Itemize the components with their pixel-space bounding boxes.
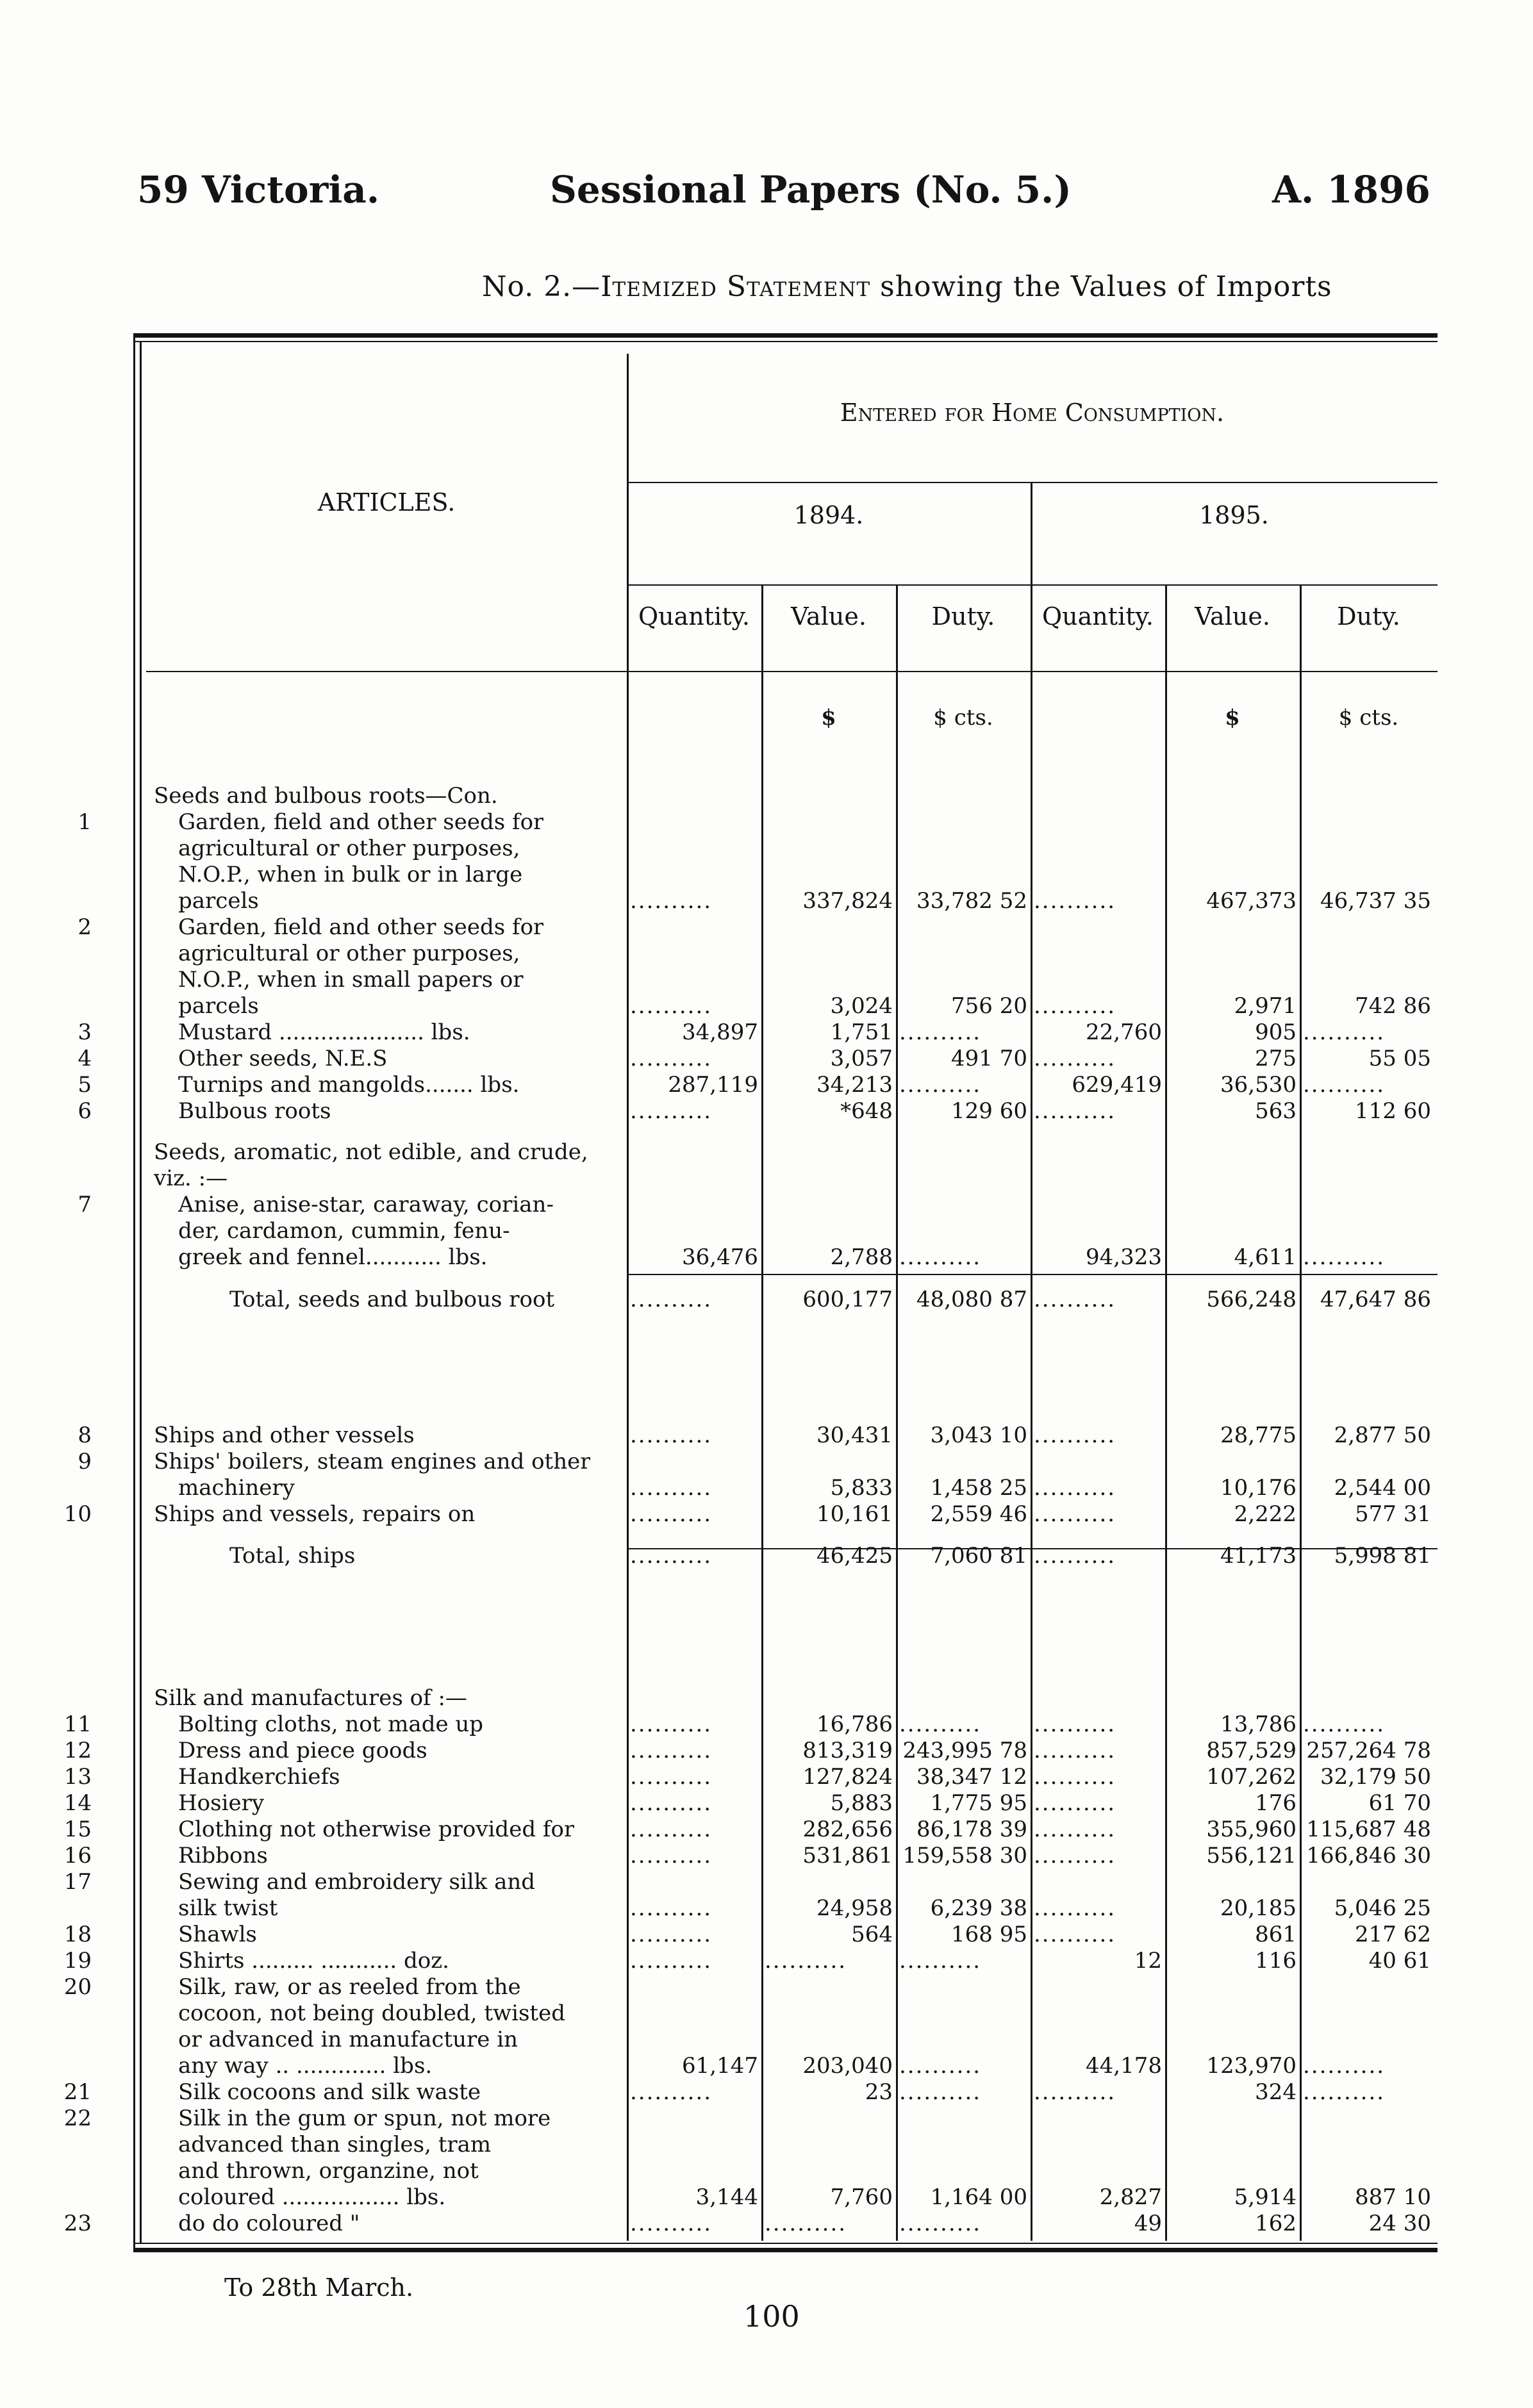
row-number: 21 [63, 2079, 92, 2105]
cell-v95: 36,530 [1220, 1072, 1297, 1098]
cell-q94: 3,144 [695, 2184, 758, 2210]
cell-v95: 123,970 [1206, 2053, 1297, 2079]
cell-d94: 86,178 39 [916, 1817, 1027, 1842]
cell-d95: 217 62 [1355, 1922, 1431, 1947]
cell-v95: 116 [1255, 1948, 1297, 1974]
cell-v94: 1,751 [830, 1019, 893, 1045]
leader-dots: .......... [630, 1843, 713, 1868]
total-seeds-rule [627, 1274, 1438, 1275]
leader-dots: .......... [1303, 1711, 1386, 1737]
cell-d95: 5,046 25 [1334, 1895, 1431, 1921]
row-number: 20 [63, 1974, 92, 2000]
article-text: Clothing not otherwise provided for [178, 1817, 575, 1842]
cell-d95: 2,544 00 [1334, 1475, 1431, 1501]
unit-value-1895: $ [1225, 705, 1240, 730]
leader-dots: .......... [1303, 2079, 1386, 2105]
leader-dots: .......... [1034, 1790, 1116, 1816]
cell-d95: 742 86 [1355, 993, 1431, 1019]
title-rest: showing the Values of Imports [870, 270, 1332, 303]
cell-d95: 40 61 [1368, 1948, 1431, 1974]
cell-d95: 47,647 86 [1320, 1287, 1431, 1312]
cell-d94: 159,558 30 [902, 1843, 1027, 1868]
article-text: Total, seeds and bulbous root [229, 1287, 555, 1312]
article-text: Garden, field and other seeds for [178, 914, 544, 940]
row-number: 6 [78, 1098, 92, 1124]
cell-v95: 5,914 [1234, 2184, 1297, 2210]
cell-v94: 600,177 [802, 1287, 893, 1312]
leader-dots: .......... [1034, 1543, 1116, 1569]
leader-dots: .......... [630, 1948, 713, 1974]
leader-dots: .......... [630, 1287, 713, 1312]
row-number: 9 [78, 1449, 92, 1474]
leader-dots: .......... [765, 2211, 847, 2236]
leader-dots: .......... [1034, 1764, 1116, 1790]
article-text: Ships and vessels, repairs on [154, 1501, 476, 1527]
cell-v94: 10,161 [816, 1501, 893, 1527]
cell-v95: 563 [1255, 1098, 1297, 1124]
leader-dots: .......... [1034, 1817, 1116, 1842]
cell-v94: 23 [865, 2079, 893, 2105]
cell-d95: 115,687 48 [1306, 1817, 1431, 1842]
title-caps: Itemized Statement [601, 270, 871, 303]
cell-d94: 7,060 81 [930, 1543, 1027, 1569]
cell-d95: 887 10 [1355, 2184, 1431, 2210]
leader-dots: .......... [1034, 1423, 1116, 1448]
cell-v95: 28,775 [1220, 1423, 1297, 1448]
cell-v94: *648 [840, 1098, 893, 1124]
leader-dots: .......... [1034, 1287, 1116, 1312]
header-duty-1895: Duty. [1337, 602, 1400, 631]
leader-dots: .......... [630, 1046, 713, 1071]
row-number: 14 [63, 1790, 92, 1816]
leader-dots: .......... [630, 1764, 713, 1790]
left-border-inner [140, 341, 142, 2244]
row-number: 5 [78, 1072, 92, 1098]
leader-dots: .......... [1034, 1895, 1116, 1921]
cell-v94: 5,883 [830, 1790, 893, 1816]
article-text: Other seeds, N.E.S [178, 1046, 388, 1071]
cell-v94: 34,213 [816, 1072, 893, 1098]
cell-d95: 257,264 78 [1306, 1738, 1431, 1763]
article-text: Total, ships [229, 1543, 356, 1569]
article-text: any way .. ............. lbs. [178, 2053, 433, 2079]
leader-dots: .......... [899, 2053, 982, 2079]
leader-dots: .......... [1034, 1922, 1116, 1947]
header-value-1895: Value. [1195, 602, 1270, 631]
cell-d94: 33,782 52 [916, 888, 1027, 914]
cell-d94: 491 70 [951, 1046, 1027, 1071]
header-year-1894: 1894. [793, 501, 864, 529]
cell-d94: 2,559 46 [930, 1501, 1027, 1527]
cell-d94: 1,458 25 [930, 1475, 1027, 1501]
cell-v95: 556,121 [1206, 1843, 1297, 1868]
cell-v95: 41,173 [1220, 1543, 1297, 1569]
article-text: Silk and manufactures of :— [154, 1685, 467, 1711]
cell-d94: 3,043 10 [930, 1423, 1027, 1448]
header-value-1894: Value. [791, 602, 866, 631]
row-number: 1 [78, 809, 92, 835]
leader-dots: .......... [899, 1711, 982, 1737]
cell-q95: 2,827 [1099, 2184, 1162, 2210]
leader-dots: .......... [630, 1501, 713, 1527]
col-divider-year [1031, 482, 1032, 2241]
cell-d95: 55 05 [1368, 1046, 1431, 1071]
article-text: Silk cocoons and silk waste [178, 2079, 481, 2105]
cell-v94: 16,786 [816, 1711, 893, 1737]
leader-dots: .......... [1303, 1072, 1386, 1098]
leader-dots: .......... [1034, 993, 1116, 1019]
row-number: 17 [63, 1869, 92, 1895]
leader-dots: .......... [630, 2079, 713, 2105]
cell-v95: 10,176 [1220, 1475, 1297, 1501]
unit-duty-1894: $ cts. [933, 705, 993, 730]
article-text: Bolting cloths, not made up [178, 1711, 484, 1737]
leader-dots: .......... [899, 1072, 982, 1098]
top-rule-thin [133, 341, 1438, 342]
page-number: 100 [743, 2299, 800, 2334]
article-text: silk twist [178, 1895, 278, 1921]
row-number: 15 [63, 1817, 92, 1842]
leader-dots: .......... [1303, 1244, 1386, 1270]
cell-v94: 5,833 [830, 1475, 893, 1501]
article-text: der, cardamon, cummin, fenu- [178, 1218, 510, 1244]
cell-v94: 2,788 [830, 1244, 893, 1270]
title-prefix: No. 2.— [482, 270, 601, 303]
bottom-rule-thick [133, 2248, 1438, 2252]
cell-q94: 34,897 [682, 1019, 758, 1045]
cell-v94: 203,040 [802, 2053, 893, 2079]
article-text: Shirts ......... ........... doz. [178, 1948, 449, 1974]
header-left: 59 Victoria. [137, 168, 380, 211]
cell-d95: 61 70 [1368, 1790, 1431, 1816]
cell-d95: 24 30 [1368, 2211, 1431, 2236]
row-number: 11 [63, 1711, 92, 1737]
article-text: and thrown, organzine, not [178, 2158, 479, 2184]
cell-v94: 24,958 [816, 1895, 893, 1921]
col-divider-q95 [1165, 584, 1167, 2241]
leader-dots: .......... [1034, 888, 1116, 914]
article-text: machinery [178, 1475, 295, 1501]
row-number: 8 [78, 1423, 92, 1448]
cell-v94: 813,319 [802, 1738, 893, 1763]
cell-q95: 629,419 [1072, 1072, 1162, 1098]
article-text: do do coloured " [178, 2211, 360, 2236]
leader-dots: .......... [1303, 1019, 1386, 1045]
cell-d94: 756 20 [951, 993, 1027, 1019]
header-rule-group [627, 482, 1438, 483]
cell-d94: 48,080 87 [916, 1287, 1027, 1312]
leader-dots: .......... [1034, 2079, 1116, 2105]
leader-dots: .......... [630, 1790, 713, 1816]
leader-dots: .......... [899, 2211, 982, 2236]
article-text: N.O.P., when in small papers or [178, 967, 524, 993]
article-text: coloured ................. lbs. [178, 2184, 446, 2210]
row-number: 23 [63, 2211, 92, 2236]
leader-dots: .......... [899, 1019, 982, 1045]
leader-dots: .......... [1034, 1475, 1116, 1501]
article-text: Ribbons [178, 1843, 268, 1868]
cell-v94: 7,760 [830, 2184, 893, 2210]
article-text: N.O.P., when in bulk or in large [178, 862, 523, 887]
cell-d94: 38,347 12 [916, 1764, 1027, 1790]
cell-d95: 2,877 50 [1334, 1423, 1431, 1448]
article-text: advanced than singles, tram [178, 2132, 492, 2157]
cell-v94: 127,824 [802, 1764, 893, 1790]
leader-dots: .......... [630, 1098, 713, 1124]
article-text: Handkerchiefs [178, 1764, 340, 1790]
row-number: 2 [78, 914, 92, 940]
article-text: Turnips and mangolds....... lbs. [178, 1072, 520, 1098]
cell-q94: 61,147 [682, 2053, 758, 2079]
header-duty-1894: Duty. [931, 602, 995, 631]
cell-v94: 531,861 [802, 1843, 893, 1868]
cell-q95: 12 [1134, 1948, 1162, 1974]
article-text: viz. :— [154, 1166, 228, 1191]
cell-q94: 287,119 [668, 1072, 758, 1098]
unit-value-1894: $ [821, 705, 836, 730]
cell-v94: 3,024 [830, 993, 893, 1019]
cell-d94: 1,164 00 [930, 2184, 1027, 2210]
leader-dots: .......... [630, 1922, 713, 1947]
cell-v94: 3,057 [830, 1046, 893, 1071]
article-text: greek and fennel........... lbs. [178, 1244, 488, 1270]
cell-d94: 168 95 [951, 1922, 1027, 1947]
article-text: parcels [178, 888, 259, 914]
leader-dots: .......... [630, 1817, 713, 1842]
leader-dots: .......... [630, 1543, 713, 1569]
row-number: 16 [63, 1843, 92, 1868]
article-text: Seeds and bulbous roots—Con. [154, 783, 498, 809]
leader-dots: .......... [1034, 1501, 1116, 1527]
cell-q94: 36,476 [682, 1244, 758, 1270]
leader-dots: .......... [630, 2211, 713, 2236]
cell-d95: 112 60 [1355, 1098, 1431, 1124]
cell-d94: 6,239 38 [930, 1895, 1027, 1921]
cell-d95: 577 31 [1355, 1501, 1431, 1527]
bottom-rule-thin [133, 2243, 1438, 2244]
cell-v94: 564 [851, 1922, 893, 1947]
top-rule-thick [133, 333, 1438, 338]
article-text: cocoon, not being doubled, twisted [178, 2000, 565, 2026]
col-divider-q94 [761, 584, 763, 2241]
leader-dots: .......... [630, 1475, 713, 1501]
cell-v94: 30,431 [816, 1423, 893, 1448]
leader-dots: .......... [1034, 1843, 1116, 1868]
col-divider-articles [627, 354, 629, 2241]
cell-d94: 129 60 [951, 1098, 1027, 1124]
cell-v95: 4,611 [1234, 1244, 1297, 1270]
header-rule-years [627, 584, 1438, 586]
header-center: Sessional Papers (No. 5.) [550, 168, 1072, 211]
leader-dots: .......... [630, 1738, 713, 1763]
leader-dots: .......... [899, 2079, 982, 2105]
statement-title [482, 270, 1332, 303]
row-number: 4 [78, 1046, 92, 1071]
article-text: Garden, field and other seeds for [178, 809, 544, 835]
cell-v95: 275 [1255, 1046, 1297, 1071]
article-text: Sewing and embroidery silk and [178, 1869, 536, 1895]
header-quantity-1895: Quantity. [1042, 602, 1154, 631]
article-text: agricultural or other purposes, [178, 941, 520, 966]
unit-duty-1895: $ cts. [1338, 705, 1399, 730]
leader-dots: .......... [630, 1711, 713, 1737]
header-rule-bottom [146, 671, 1438, 672]
row-number: 12 [63, 1738, 92, 1763]
article-text: or advanced in manufacture in [178, 2027, 518, 2052]
cell-d94: 243,995 78 [902, 1738, 1027, 1763]
cell-v95: 857,529 [1206, 1738, 1297, 1763]
cell-v95: 162 [1255, 2211, 1297, 2236]
cell-v95: 107,262 [1206, 1764, 1297, 1790]
article-text: Anise, anise-star, caraway, corian- [178, 1192, 554, 1217]
leader-dots: .......... [1034, 1098, 1116, 1124]
header-quantity-1894: Quantity. [638, 602, 750, 631]
leader-dots: .......... [1034, 1711, 1116, 1737]
cell-v95: 467,373 [1206, 888, 1297, 914]
cell-v95: 566,248 [1206, 1287, 1297, 1312]
header-articles: ARTICLES. [317, 488, 456, 516]
article-text: Bulbous roots [178, 1098, 331, 1124]
col-divider-v94 [896, 584, 898, 2241]
leader-dots: .......... [630, 1423, 713, 1448]
cell-q95: 44,178 [1086, 2053, 1162, 2079]
row-number: 19 [63, 1948, 92, 1974]
header-group-label: Entered for Home Consumption. [840, 399, 1225, 427]
cell-d95: 166,846 30 [1306, 1843, 1431, 1868]
article-text: Hosiery [178, 1790, 265, 1816]
cell-v95: 905 [1255, 1019, 1297, 1045]
row-number: 10 [63, 1501, 92, 1527]
article-text: Ships and other vessels [154, 1423, 415, 1448]
cell-v94: 46,425 [816, 1543, 893, 1569]
cell-q95: 49 [1134, 2211, 1162, 2236]
header-right: A. 1896 [1272, 168, 1430, 211]
left-border-outer [133, 333, 135, 2252]
article-text: Dress and piece goods [178, 1738, 427, 1763]
leader-dots: .......... [765, 1948, 847, 1974]
leader-dots: .......... [899, 1948, 982, 1974]
row-number: 22 [63, 2106, 92, 2131]
article-text: agricultural or other purposes, [178, 836, 520, 861]
article-text: Silk in the gum or spun, not more [178, 2106, 551, 2131]
leader-dots: .......... [1303, 2053, 1386, 2079]
row-number: 13 [63, 1764, 92, 1790]
row-number: 3 [78, 1019, 92, 1045]
footer-note: To 28th March. [224, 2273, 414, 2302]
cell-v95: 20,185 [1220, 1895, 1297, 1921]
leader-dots: .......... [1034, 1046, 1116, 1071]
header-year-1895: 1895. [1199, 501, 1269, 529]
cell-d95: 32,179 50 [1320, 1764, 1431, 1790]
article-text: Silk, raw, or as reeled from the [178, 1974, 521, 2000]
row-number: 7 [78, 1192, 92, 1217]
cell-d95: 46,737 35 [1320, 888, 1431, 914]
leader-dots: .......... [630, 1895, 713, 1921]
cell-q95: 22,760 [1086, 1019, 1162, 1045]
cell-q95: 94,323 [1086, 1244, 1162, 1270]
leader-dots: .......... [630, 993, 713, 1019]
cell-v94: 282,656 [802, 1817, 893, 1842]
article-text: Shawls [178, 1922, 257, 1947]
cell-v94: 337,824 [802, 888, 893, 914]
cell-v95: 2,222 [1234, 1501, 1297, 1527]
cell-v95: 861 [1255, 1922, 1297, 1947]
cell-d94: 1,775 95 [930, 1790, 1027, 1816]
leader-dots: .......... [899, 1244, 982, 1270]
article-text: Mustard ..................... lbs. [178, 1019, 470, 1045]
article-text: Seeds, aromatic, not edible, and crude, [154, 1139, 588, 1165]
cell-v95: 13,786 [1220, 1711, 1297, 1737]
article-text: parcels [178, 993, 259, 1019]
row-number: 18 [63, 1922, 92, 1947]
leader-dots: .......... [1034, 1738, 1116, 1763]
cell-v95: 176 [1255, 1790, 1297, 1816]
cell-v95: 2,971 [1234, 993, 1297, 1019]
cell-v95: 355,960 [1206, 1817, 1297, 1842]
article-text: Ships' boilers, steam engines and other [154, 1449, 591, 1474]
cell-v95: 324 [1255, 2079, 1297, 2105]
imports-table [63, 333, 1438, 2252]
cell-d95: 5,998 81 [1334, 1543, 1431, 1569]
leader-dots: .......... [630, 888, 713, 914]
col-divider-v95 [1300, 584, 1302, 2241]
